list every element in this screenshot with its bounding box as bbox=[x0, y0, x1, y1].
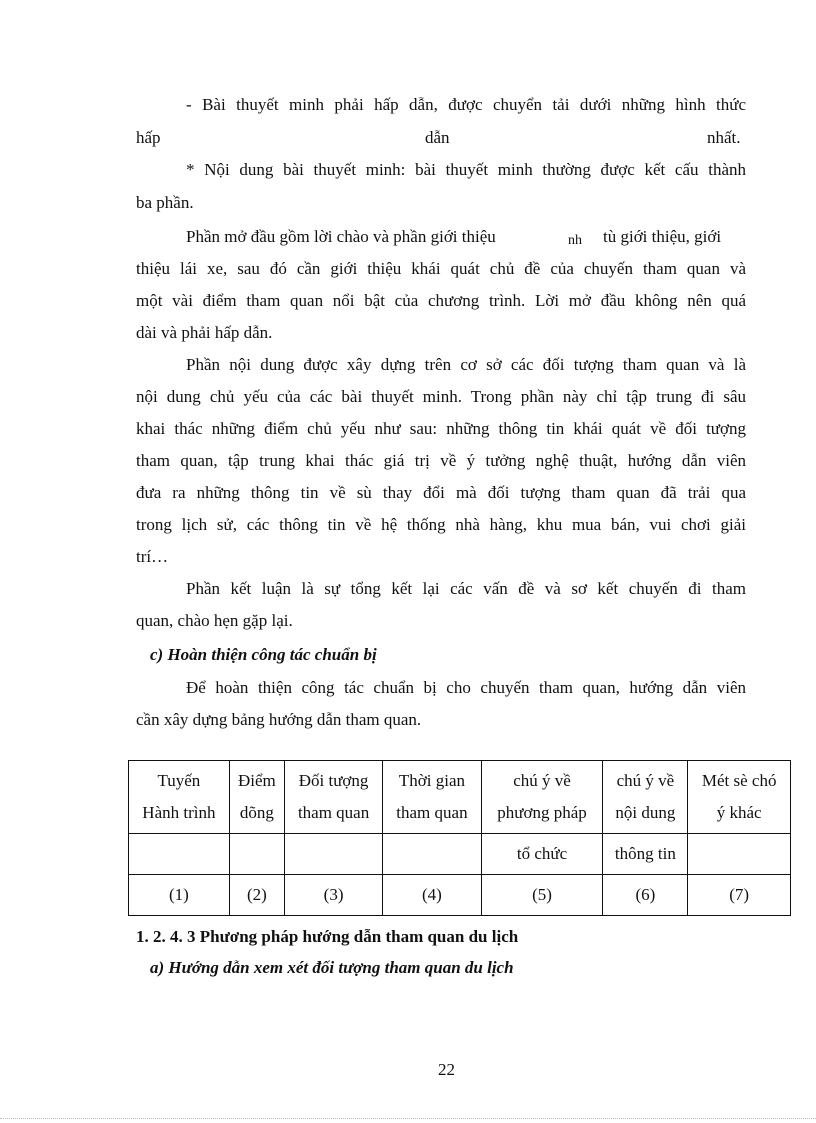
table-header-cell: chú ý về phương pháp bbox=[481, 761, 603, 834]
paragraph-line: Để hoàn thiện công tác chuẩn bị cho chuyến tham quan, hướng dẫn viên bbox=[186, 678, 746, 697]
table-header-cell: Thời gian tham quan bbox=[383, 761, 481, 834]
paragraph-line: Phần kết luận là sự tổng kết lại các vấn đề và sơ kết chuyến đi tham bbox=[186, 579, 746, 598]
page-number: 22 bbox=[438, 1060, 455, 1079]
table-header-cell: Đối tượng tham quan bbox=[284, 761, 382, 834]
tour-guide-table bbox=[128, 760, 791, 916]
paragraph-line: thiệu lái xe, sau đó cần giới thiệu khái quát chủ đề của chuyến tham quan và bbox=[136, 259, 746, 278]
paragraph-line: - Bài thuyết minh phải hấp dẫn, được chuyển tải dưới những hình thức bbox=[186, 95, 746, 114]
table-cell: (6) bbox=[603, 875, 688, 916]
paragraph-word: hấp bbox=[136, 128, 161, 147]
table-cell: tổ chức bbox=[481, 834, 603, 875]
table-cell bbox=[284, 834, 382, 875]
table-cell: thông tin bbox=[603, 834, 688, 875]
table-cell: (4) bbox=[383, 875, 481, 916]
table-cell bbox=[229, 834, 284, 875]
paragraph-line: * Nội dung bài thuyết minh: bài thuyết minh thường được kết cấu thành bbox=[186, 160, 746, 179]
paragraph-line: đưa ra những thông tin về sù thay đổi mà đối tượng tham quan đã trải qua bbox=[136, 483, 746, 502]
inline-fragment: nh bbox=[568, 233, 582, 248]
table-cell: (5) bbox=[481, 875, 603, 916]
table-row bbox=[129, 875, 791, 916]
paragraph-line: cần xây dựng bảng hướng dẫn tham quan. bbox=[136, 710, 422, 729]
table-header-cell: Điểm dõng bbox=[229, 761, 284, 834]
paragraph-word: dẫn bbox=[425, 128, 450, 147]
table-header-cell: Mét sè chó ý khác bbox=[688, 761, 791, 834]
table-cell bbox=[688, 834, 791, 875]
paragraph-line: khai thác những điểm chủ yếu như sau: những thông tin khái quát về đối tượng bbox=[136, 419, 746, 438]
sub-heading-a: a) Hướng dẫn xem xét đối tượng tham quan du lịch bbox=[150, 958, 514, 977]
table-row bbox=[129, 834, 791, 875]
table-cell bbox=[383, 834, 481, 875]
page-bottom-border bbox=[0, 1118, 816, 1119]
paragraph-line: trí… bbox=[136, 547, 169, 566]
table-header-cell: Tuyến Hành trình bbox=[129, 761, 230, 834]
heading-c: c) Hoàn thiện công tác chuẩn bị bbox=[150, 645, 377, 664]
section-heading: 1. 2. 4. 3 Phương pháp hướng dẫn tham quan du lịch bbox=[136, 927, 519, 946]
paragraph-line: Phần mở đầu gồm lời chào và phần giới thiệu bbox=[186, 227, 496, 246]
table-cell: (3) bbox=[284, 875, 382, 916]
table-cell bbox=[129, 834, 230, 875]
table-header-row bbox=[129, 761, 791, 834]
table-cell: (7) bbox=[688, 875, 791, 916]
paragraph-line: dài và phải hấp dẫn. bbox=[136, 323, 273, 342]
paragraph-word: nhất. bbox=[707, 128, 741, 147]
table-cell: (2) bbox=[229, 875, 284, 916]
paragraph-line: nội dung chủ yếu của các bài thuyết minh. Trong phần này chỉ tập trung đi sâu bbox=[136, 387, 746, 406]
table-header-cell: chú ý về nội dung bbox=[603, 761, 688, 834]
paragraph-line: một vài điểm tham quan nổi bật của chương trình. Lời mở đầu không nên quá bbox=[136, 291, 746, 310]
table-cell: (1) bbox=[129, 875, 230, 916]
paragraph-line: ba phần. bbox=[136, 193, 194, 212]
paragraph-line: Phần nội dung được xây dựng trên cơ sở các đối tượng tham quan và là bbox=[186, 355, 746, 374]
paragraph-line: trong lịch sử, các thông tin về hệ thống nhà hàng, khu mua bán, vui chơi giải bbox=[136, 515, 746, 534]
paragraph-line: quan, chào hẹn gặp lại. bbox=[136, 611, 293, 630]
paragraph-line: tham quan, tập trung khai thác giá trị về ý tưởng nghệ thuật, hướng dẫn viên bbox=[136, 451, 746, 470]
paragraph-line: tù giới thiệu, giới bbox=[603, 227, 722, 246]
